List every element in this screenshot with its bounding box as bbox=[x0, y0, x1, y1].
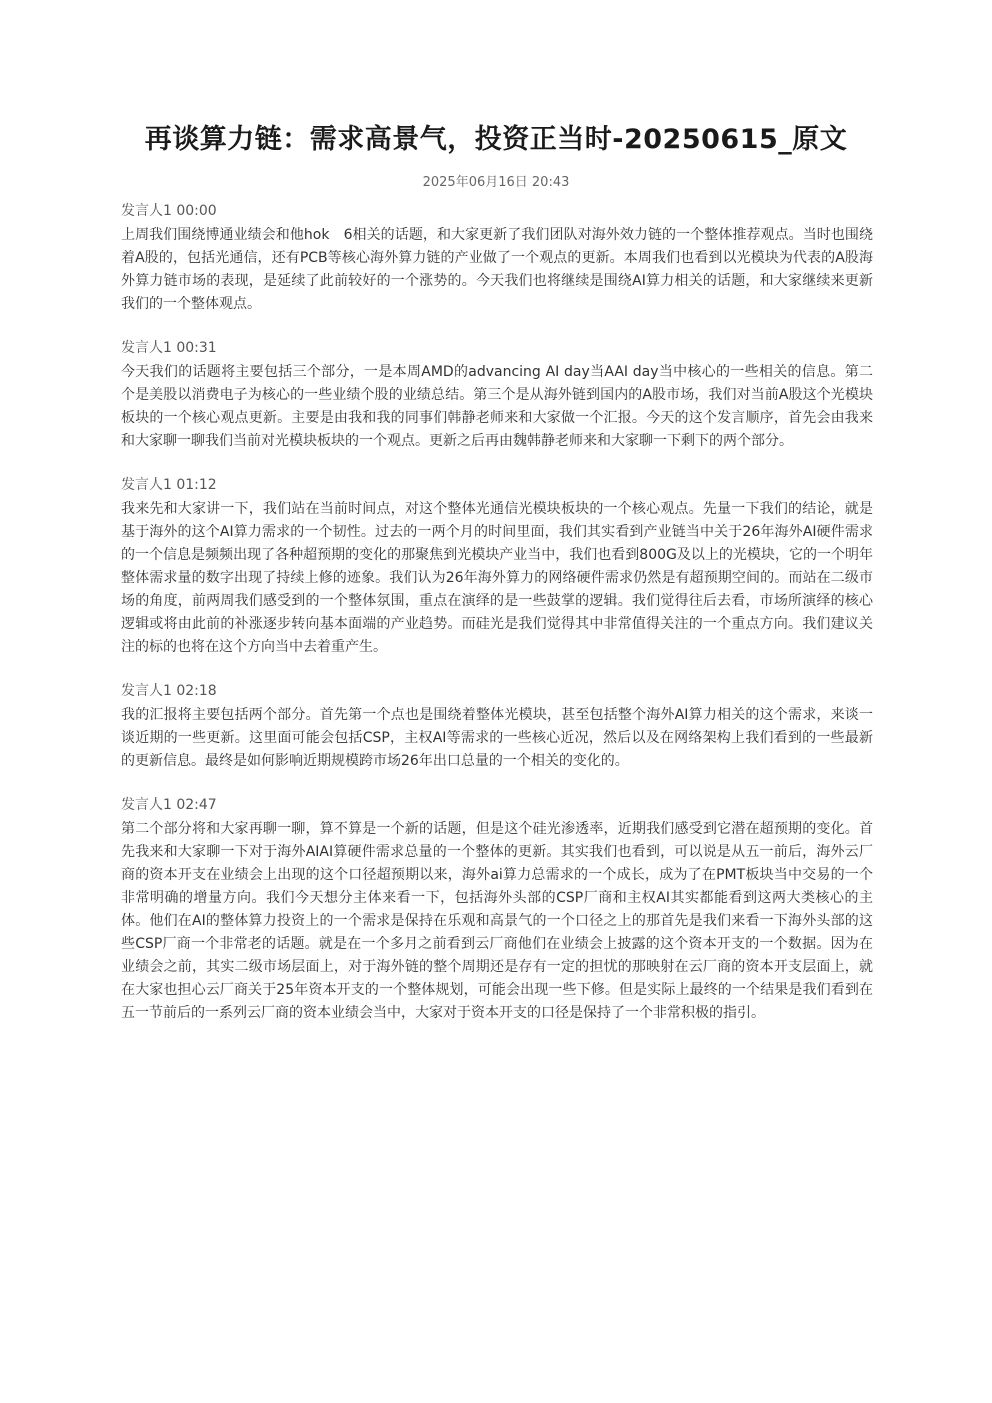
speaker-timestamp: 发言人1 02:47 bbox=[121, 797, 217, 813]
transcript-entry bbox=[121, 200, 873, 316]
speaker-timestamp: 发言人1 00:00 bbox=[121, 203, 217, 219]
document-date: 2025年06月16日 20:43 bbox=[422, 175, 570, 190]
speaker-timestamp: 发言人1 01:12 bbox=[121, 477, 217, 493]
transcript-paragraph: 今天我们的话题将主要包括三个部分，一是本周AMD的advancing AI day当AAI day当中核心的一些相关的信息。第二个是美股以消费电子为核心的一些业绩个股的业绩总结。第三个是从海外链到国内的A股市场，我们对当前A股这个光模块板块的一个核心观点更新。主要是由我和我的同事们韩静老师来和大家做一个汇报。今天的这个发言顺序，首先会由我来和大家聊一聊我们当前对光模块板块的一个观点。更新之后再由魏韩静老师来和大家聊一下剩下的两个部分。 bbox=[121, 364, 873, 449]
transcript-paragraph: 第二个部分将和大家再聊一聊，算不算是一个新的话题，但是这个硅光渗透率，近期我们感受到它潜在超预期的变化。首先我来和大家聊一下对于海外AIAI算硬件需求总量的一个整体的更新。其实我们也看到，可以说是从五一前后，海外云厂商的资本开支在业绩会上出现的这个口径超预期以来，海外ai算力总需求的一个成长，成为了在PMT板块当中交易的一个非常明确的增量方向。我们今天想分主体来看一下，包括海外头部的CSP厂商和主权AI其实都能看到这两大类核心的主体。他们在AI的整体算力投资上的一个需求是保持在乐观和高景气的一个口径之上的那首先是我们来看一下海外头部的这些CSP厂商一个非常老的话题。就是在一个多月之前看到云厂商他们在业绩会上披露的这个资本开支的一个数据。因为在业绩会之前，其实二级市场层面上，对于海外链的整个周期还是存有一定的担忧的那映射在云厂商的资本开支层面上，就在大家也担心云厂商关于25年资本开支的一个整体规划，可能会出现一些下修。但是实际上最终的一个结果是我们看到在五一节前后的一系列云厂商的资本业绩会当中，大家对于资本开支的口径是保持了一个非常积极的指引。 bbox=[121, 821, 873, 1021]
speaker-timestamp: 发言人1 00:31 bbox=[121, 340, 217, 356]
transcript-entry bbox=[121, 474, 873, 659]
transcript-paragraph: 我的汇报将主要包括两个部分。首先第一个点也是围绕着整体光模块，甚至包括整个海外AI算力相关的这个需求，来谈一谈近期的一些更新。这里面可能会包括CSP，主权AI等需求的一些核心近况，然后以及在网络架构上我们看到的一些最新的更新信息。最终是如何影响近期规模跨市场26年出口总量的一个相关的变化的。 bbox=[121, 707, 873, 769]
transcript-paragraph: 上周我们围绕博通业绩会和他hok 6相关的话题，和大家更新了我们团队对海外效力链的一个整体推荐观点。当时也围绕着A股的，包括光通信，还有PCB等核心海外算力链的产业做了一个观点的更新。本周我们也看到以光模块为代表的A股海外算力链市场的表现，是延续了此前较好的一个涨势的。今天我们也将继续是围绕AI算力相关的话题，和大家继续来更新我们的一个整体观点。 bbox=[121, 227, 873, 312]
transcript-entry bbox=[121, 680, 873, 773]
document-title: 再谈算力链：需求高景气，投资正当时-20250615_原文 bbox=[144, 124, 848, 155]
transcript-entry bbox=[121, 794, 873, 1025]
transcript-entry bbox=[121, 337, 873, 453]
transcript-paragraph: 我来先和大家讲一下，我们站在当前时间点，对这个整体光通信光模块板块的一个核心观点。先量一下我们的结论，就是基于海外的这个AI算力需求的一个韧性。过去的一两个月的时间里面，我们其实看到产业链当中关于26年海外AI硬件需求的一个信息是频频出现了各种超预期的变化的那聚焦到光模块产业当中，我们也看到800G及以上的光模块，它的一个明年整体需求量的数字出现了持续上修的迹象。我们认为26年海外算力的网络硬件需求仍然是有超预期空间的。而站在二级市场的角度，前两周我们感受到的一个整体氛围，重点在演绎的是一些鼓掌的逻辑。我们觉得往后去看，市场所演绎的核心逻辑或将由此前的补涨逐步转向基本面端的产业趋势。而硅光是我们觉得其中非常值得关注的一个重点方向。我们建议关注的标的也将在这个方向当中去着重产生。 bbox=[121, 501, 873, 655]
speaker-timestamp: 发言人1 02:18 bbox=[121, 683, 217, 699]
transcript-body bbox=[121, 200, 873, 1046]
